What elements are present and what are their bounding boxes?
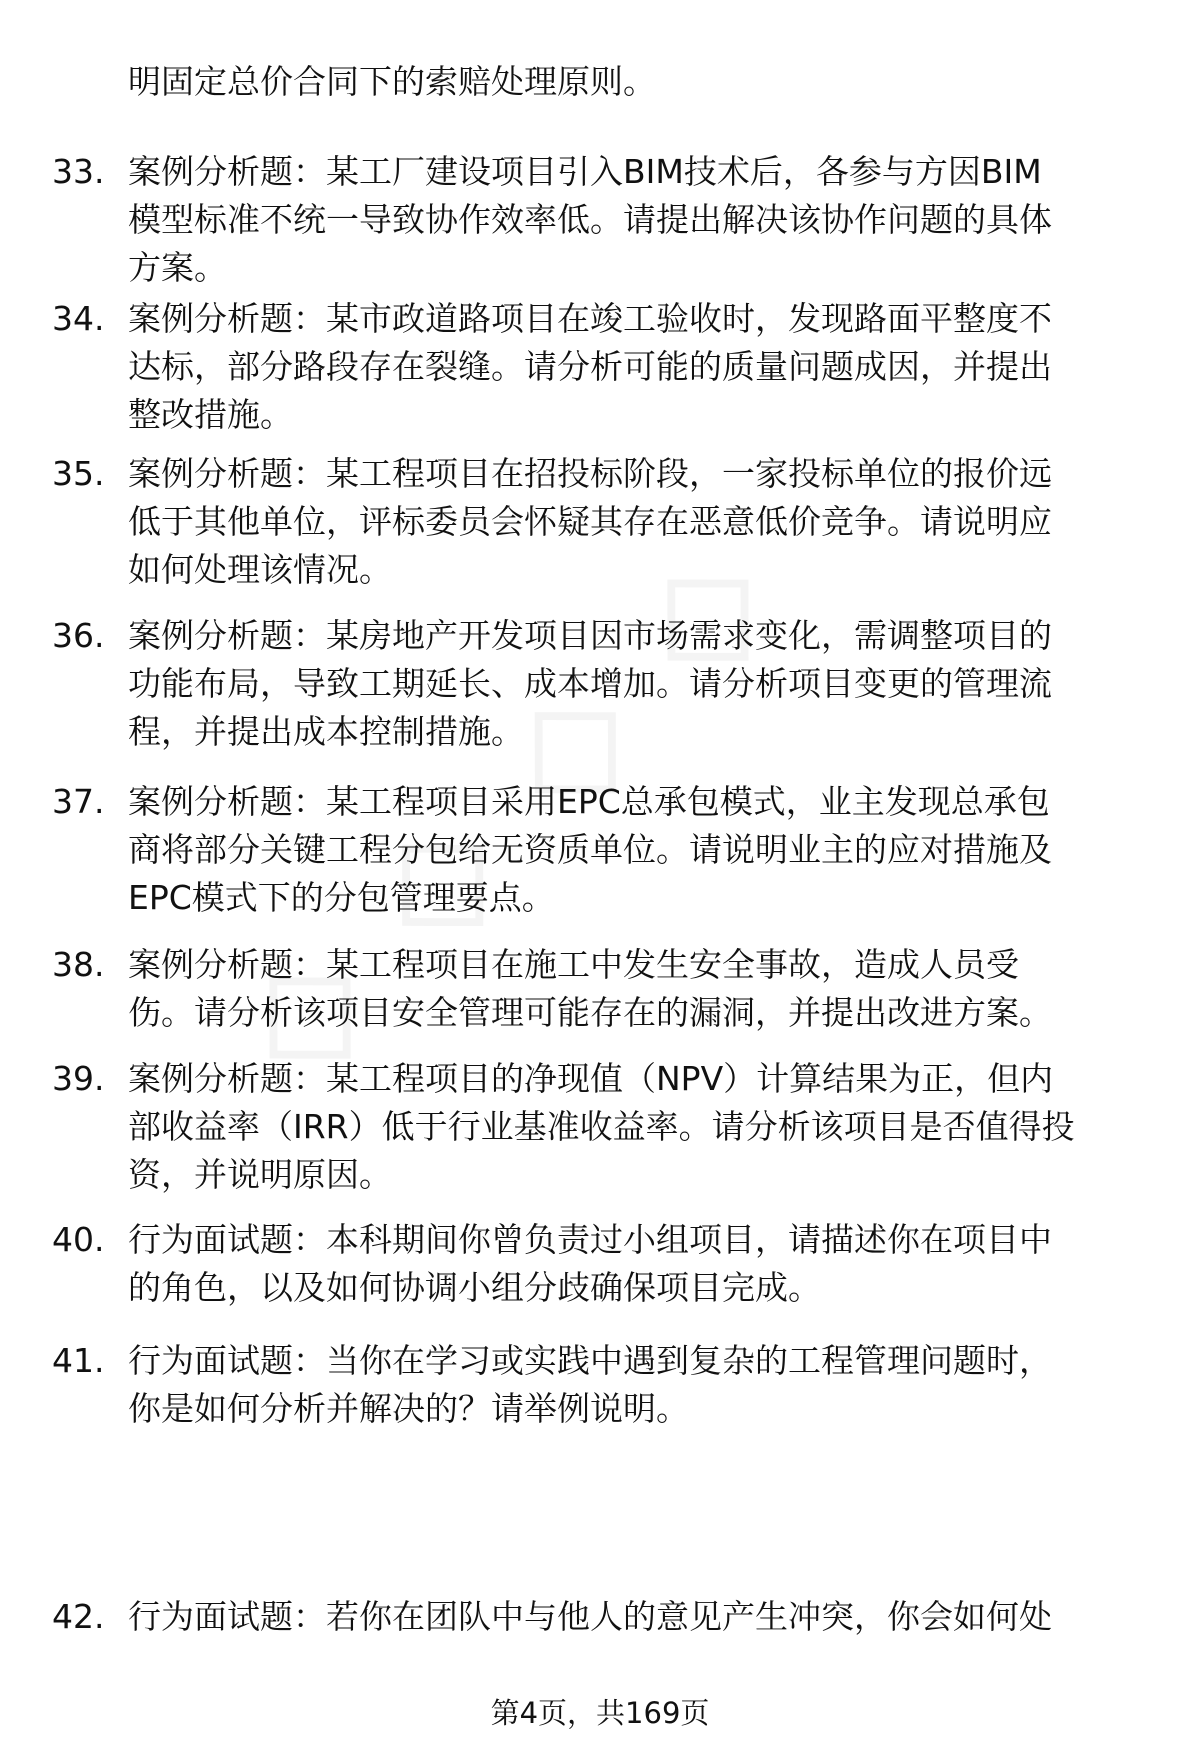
text-line: 伤。请分析该项目安全管理可能存在的漏洞，并提出改进方案。 xyxy=(128,993,1052,1032)
text-line: 案例分析题：某工程项目的净现值（NPV）计算结果为正，但内 xyxy=(128,1059,1054,1098)
text-line: EPC模式下的分包管理要点。 xyxy=(128,878,555,917)
text-line: 案例分析题：某工程项目在施工中发生安全事故，造成人员受 xyxy=(128,945,1019,984)
text-line: 资，并说明原因。 xyxy=(128,1155,392,1194)
text-line: 达标，部分路段存在裂缝。请分析可能的质量问题成因，并提出 xyxy=(128,347,1052,386)
text-line: 案例分析题：某房地产开发项目因市场需求变化，需调整项目的 xyxy=(128,616,1052,655)
text-line: 行为面试题：本科期间你曾负责过小组项目，请描述你在项目中 xyxy=(128,1220,1052,1259)
text-line: 你是如何分析并解决的？请举例说明。 xyxy=(128,1389,689,1428)
text-line: 模型标准不统一导致协作效率低。请提出解决该协作问题的具体 xyxy=(128,200,1052,239)
text-line: 的角色，以及如何协调小组分歧确保项目完成。 xyxy=(128,1268,821,1307)
text-line: 案例分析题：某工厂建设项目引入BIM技术后，各参与方因BIM xyxy=(128,152,1042,191)
question-text xyxy=(128,1593,1148,1641)
question-text xyxy=(128,612,1148,756)
question-text xyxy=(128,1337,1148,1433)
question-number: 39. xyxy=(52,1059,105,1098)
question-text xyxy=(128,1055,1148,1199)
question-number: 37. xyxy=(52,782,105,821)
text-line: 整改措施。 xyxy=(128,395,293,434)
question-number: 33. xyxy=(52,152,105,191)
question-text xyxy=(128,941,1148,1037)
text-line: 行为面试题：若你在团队中与他人的意见产生冲突，你会如何处 xyxy=(128,1597,1052,1636)
question-number: 40. xyxy=(52,1220,105,1259)
text-line: 行为面试题：当你在学习或实践中遇到复杂的工程管理问题时， xyxy=(128,1341,1052,1380)
question-text xyxy=(128,450,1148,594)
question-number: 34. xyxy=(52,299,105,338)
text-line: 功能布局，导致工期延长、成本增加。请分析项目变更的管理流 xyxy=(128,664,1052,703)
text-line: 商将部分关键工程分包给无资质单位。请说明业主的应对措施及 xyxy=(128,830,1052,869)
text-line: 低于其他单位，评标委员会怀疑其存在恶意低价竞争。请说明应 xyxy=(128,502,1052,541)
text-line: 案例分析题：某市政道路项目在竣工验收时，发现路面平整度不 xyxy=(128,299,1052,338)
question-number: 36. xyxy=(52,616,105,655)
question-number: 42. xyxy=(52,1597,105,1636)
page-footer: 第4页，共169页 xyxy=(490,1696,710,1730)
question-number: 35. xyxy=(52,454,105,493)
text-line: 如何处理该情况。 xyxy=(128,550,392,589)
text-line: 程，并提出成本控制措施。 xyxy=(128,712,524,751)
question-text xyxy=(128,295,1148,439)
question-text xyxy=(128,1216,1148,1312)
continuation-line: 明固定总价合同下的索赔处理原则。 xyxy=(128,62,656,101)
question-number: 41. xyxy=(52,1341,105,1380)
text-line: 案例分析题：某工程项目在招投标阶段，一家投标单位的报价远 xyxy=(128,454,1052,493)
text-line: 方案。 xyxy=(128,248,227,287)
text-line: 案例分析题：某工程项目采用EPC总承包模式，业主发现总承包 xyxy=(128,782,1050,821)
text-line: 部收益率（IRR）低于行业基准收益率。请分析该项目是否值得投 xyxy=(128,1107,1075,1146)
question-text xyxy=(128,778,1148,922)
question-number: 38. xyxy=(52,945,105,984)
question-text xyxy=(128,148,1148,292)
